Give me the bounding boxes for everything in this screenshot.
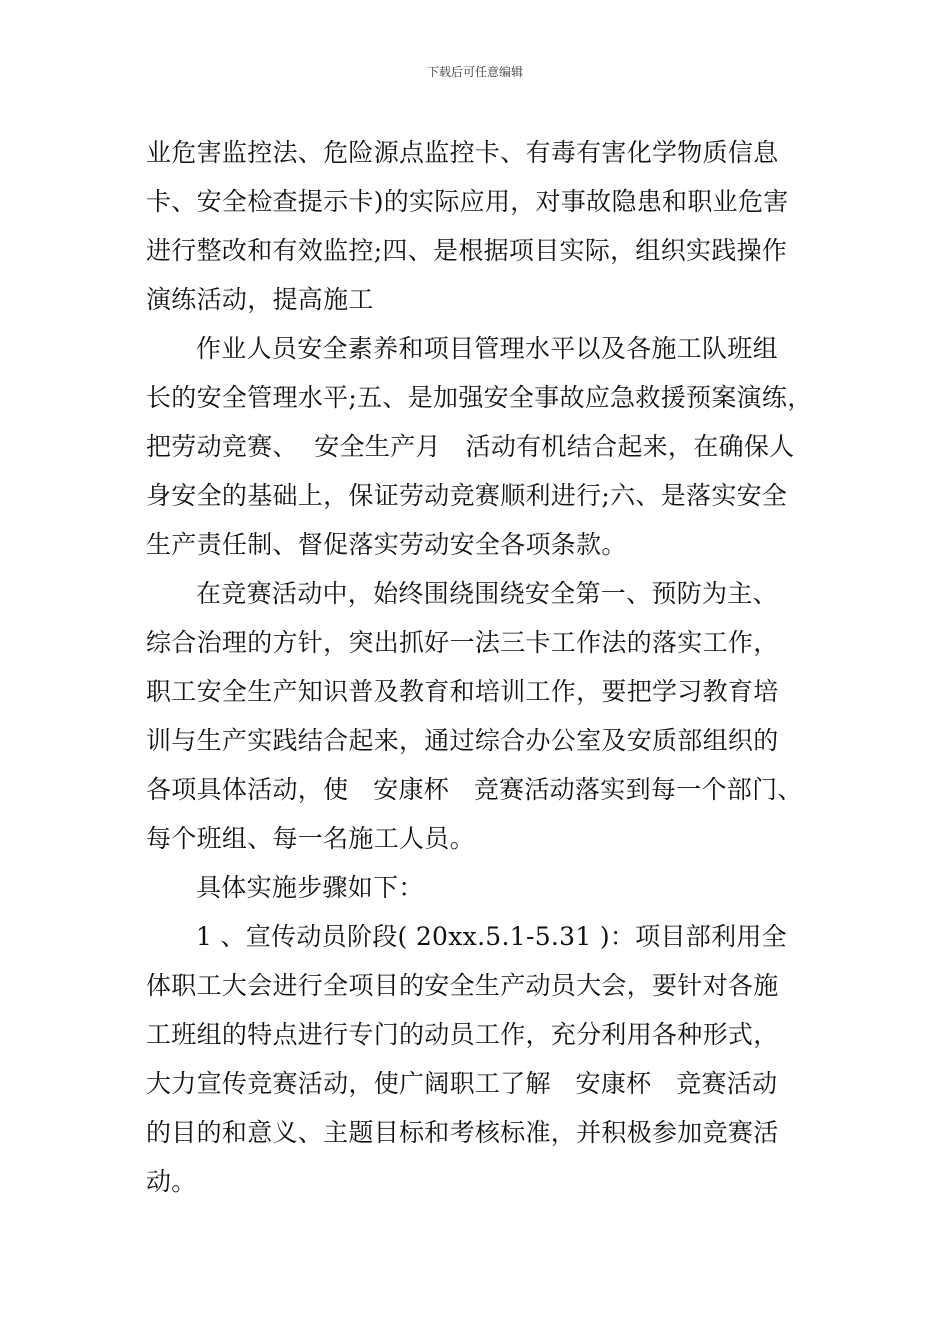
text-line: 训与生产实践结合起来，通过综合办公室及安质部组织的	[146, 726, 779, 755]
paragraph	[146, 324, 826, 569]
text-line: 综合治理的方针，突出抓好一法三卡工作法的落实工作，	[146, 628, 779, 657]
text-line: 大力宣传竞赛活动，使广阔职工了解 安康杯 竞赛活动	[146, 1069, 778, 1098]
text-line: 各项具体活动，使 安康杯 竞赛活动落实到每一个部门、	[146, 775, 803, 804]
text-line: 1 、宣传动员阶段( 20xx.5.1-5.31 )：项目部利用全	[196, 922, 787, 951]
text-line: 动。	[146, 1167, 197, 1196]
document-body	[146, 128, 826, 1206]
text-line: 职工安全生产知识普及教育和培训工作，要把学习教育培	[146, 677, 779, 706]
text-line: 生产责任制、督促落实劳动安全各项条款。	[146, 530, 627, 559]
paragraph	[146, 569, 826, 863]
page-header: 下载后可任意编辑	[426, 65, 523, 79]
text-line: 工班组的特点进行专门的动员工作，充分利用各种形式，	[146, 1020, 779, 1049]
text-line: 演练活动，提高施工	[146, 285, 374, 314]
text-line: 业危害监控法、危险源点监控卡、有毒有害化学物质信息	[146, 138, 779, 167]
text-line: 卡、安全检查提示卡)的实际应用，对事故隐患和职业危害	[146, 187, 789, 216]
text-line: 体职工大会进行全项目的安全生产动员大会，要针对各施	[146, 971, 779, 1000]
text-line: 在竞赛活动中，始终围绕围绕安全第一、预防为主、	[196, 579, 778, 608]
text-line: 长的安全管理水平;五、是加强安全事故应急救援预案演练，	[146, 383, 813, 412]
text-line: 每个班组、每一名施工人员。	[146, 824, 475, 853]
paragraph	[146, 863, 826, 912]
text-line: 把劳动竞赛、 安全生产月 活动有机结合起来，在确保人	[146, 432, 795, 461]
text-line: 的目的和意义、主题目标和考核标准，并积极参加竞赛活	[146, 1118, 779, 1147]
text-line: 作业人员安全素养和项目管理水平以及各施工队班组	[196, 334, 778, 363]
paragraph	[146, 128, 826, 324]
text-line: 身安全的基础上，保证劳动竞赛顺利进行;六、是落实安全	[146, 481, 788, 510]
text-line: 具体实施步骤如下：	[196, 873, 424, 902]
paragraph	[146, 912, 826, 1206]
text-line: 进行整改和有效监控;四、是根据项目实际，组织实践操作	[146, 236, 788, 265]
